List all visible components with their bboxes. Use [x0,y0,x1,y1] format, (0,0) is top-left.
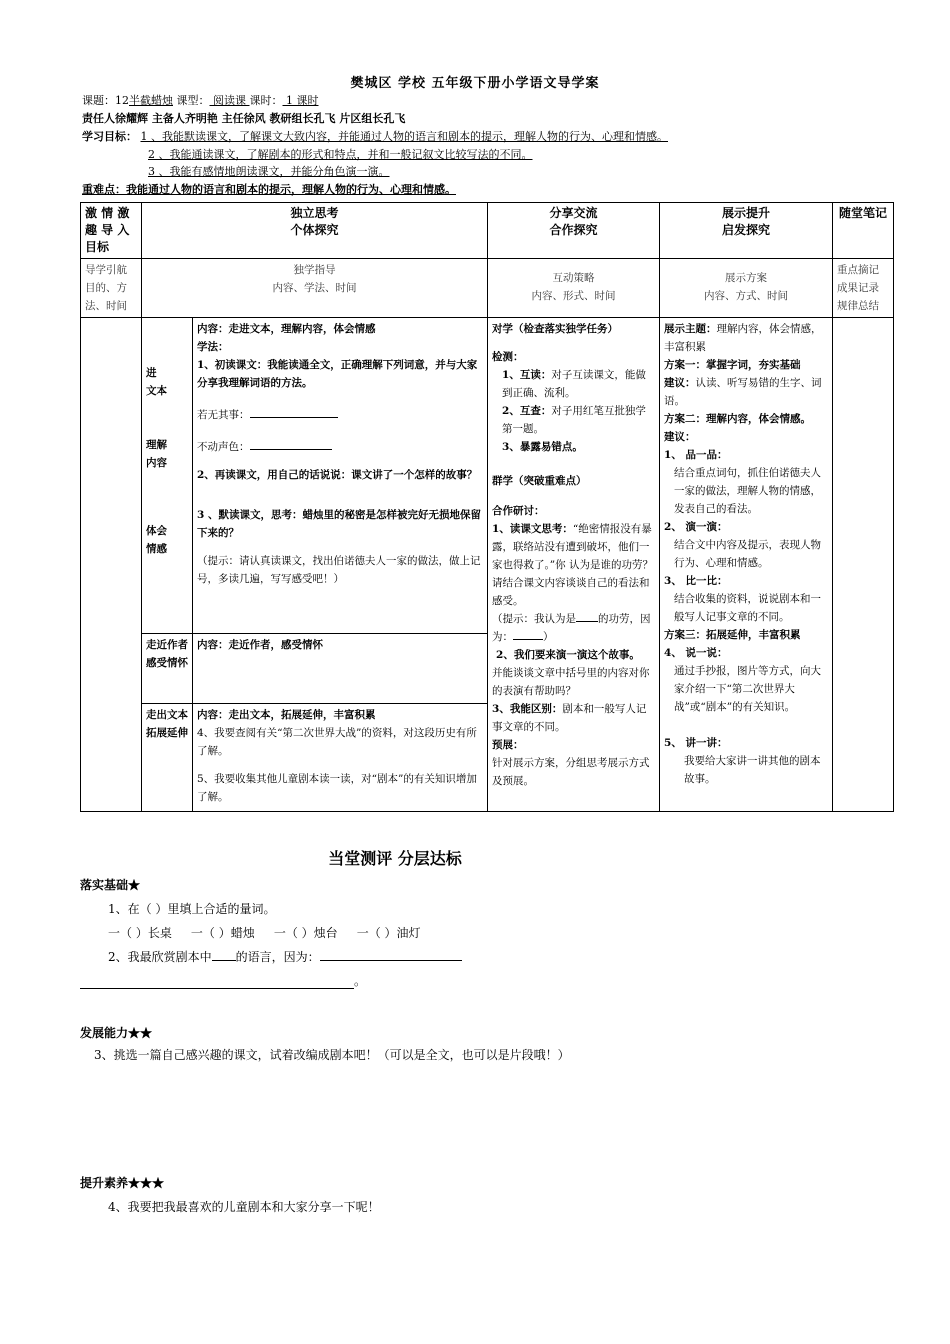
sub-col2 [142,259,488,318]
header-col5: 随堂笔记 [833,203,894,259]
disp-p3-text: 结合收集的资料，说说剧本和一般写人记事文章的不同。 [674,593,822,623]
side-b2: 内容 [146,457,167,469]
coop-g1-label: 1、读课文思考： [492,523,573,535]
ind-step2: 2、再读课文，用自己的话说说：课文讲了一个怎样的故事？ [197,469,478,481]
question-2-continued [80,972,366,989]
coop-g3-label: 3、我能区别： [492,703,563,715]
disp-p4-text: 通过手抄报，图片等方式，向大家介绍一下“第二次世界大战”或“剧本”的有关知识。 [674,665,822,713]
sub-col2-line2: 内容、学法、时间 [272,282,357,294]
hours-prefix: 课时： [249,94,283,107]
header-col3-line1: 分享交流 [549,206,598,220]
q2-part-a: 2、我最欣赏剧本中 [108,950,212,964]
disp-suggest2: 建议： [664,431,696,443]
measure-item[interactable]: 一（ ）油灯 [356,926,421,940]
disp-p1-title: 1、 品一品： [664,449,728,461]
header-col2 [142,203,488,259]
q2-part-b: 的语言，因为： [235,950,320,964]
disp-p4-title: 4、 说一说： [664,647,728,659]
coop-g1-hint-a: （提示：我认为是 [492,613,577,625]
word2-blank[interactable] [250,449,332,450]
disp-plan1: 方案一：掌握字词，夯实基础 [664,359,801,371]
side-a2: 文本 [146,385,167,397]
disp-p5-title: 5、 讲一讲： [664,737,728,749]
side-label-enter [142,318,193,634]
goal-2: 2 、我能通读课文，了解剧本的形式和特点，并和一般记叙文比较写法的不同。 [148,148,533,161]
coop-g1-hint-b: 的功劳，因为： [492,613,651,643]
sub-col1: 导学引航目的、方法、时间 [81,259,142,318]
question-1-items [108,924,421,941]
level-improve: 提升素养★★★ [80,1176,165,1190]
empty-col1 [81,318,142,812]
q2-blank-1[interactable] [212,960,236,961]
header-col4-line2: 启发探究 [722,223,771,237]
table-header-row [81,203,894,259]
disp-topic-label: 展示主题： [664,323,717,335]
header-col2-line2: 个体探究 [290,223,339,237]
question-3: 3、挑选一篇自己感兴趣的课文，试着改编成剧本吧！（可以是全文，也可以是片段哦！） [94,1048,570,1062]
coop-c1-label: 1、互读： [502,369,552,381]
focus-line: 重难点：我能通过人物的语言和剧本的提示，理解人物的行为、心理和情感。 [82,183,456,196]
header-col1: 激 情 激 趣 导 入 目标 [81,203,142,259]
ind-content2: 内容：走近作者，感受情怀 [197,639,323,651]
type-prefix: 课型： [176,94,210,107]
coop-c2-label: 2、互查： [502,405,552,417]
side-c2: 情感 [146,543,167,555]
level-basic: 落实基础★ [80,878,141,892]
goals-label: 学习目标： [82,130,137,143]
goal-3: 3 、我能有感情地朗读课文，并能分角色演一演。 [148,165,390,178]
question-2 [108,948,462,965]
ind-step5: 5、我要收集其他儿童剧本读一读，对“剧本”的有关知识增加了解。 [197,773,477,803]
disp-suggest1-label: 建议： [664,377,696,389]
coop-c2-text: 对子用红笔互批独学第一题。 [502,405,646,435]
hours-value: 1 课时 [282,94,319,107]
staff-line: 责任人徐耀辉 主备人齐明艳 主任徐风 教研组长孔飞 片区组长孔飞 [82,112,406,125]
cooperative-cell [488,318,660,812]
hint-blank-1[interactable] [576,621,598,622]
side-label-extend: 走出文本拓展延伸 [142,704,193,812]
side-a1: 进 [146,367,157,379]
sub-col3-line2: 内容、形式、时间 [531,290,616,302]
measure-item[interactable]: 一（ ）烛台 [273,926,338,940]
disp-topic-text: 理解内容，体会情感，丰富积累 [664,323,822,353]
ind-method: 学法： [197,341,229,353]
ind-hint: （提示：请认真读课文，找出伯诺德夫人一家的做法，做上记号，多读几遍，写写感受吧！） [197,555,481,585]
word1-blank[interactable] [250,417,338,418]
independent-cell-3 [193,704,488,812]
ind-content1: 内容：走进文本，理解内容，体会情感 [197,323,376,335]
disp-p1-text: 结合重点词句，抓住伯诺德夫人一家的做法，理解人物的情感，发表自己的看法。 [674,467,822,515]
coop-check: 检测： [492,351,524,363]
disp-plan3: 方案三：拓展延伸，丰富积累 [664,629,801,641]
page-title: 樊城区 学校 五年级下册小学语文导学案 [350,76,600,91]
measure-item[interactable]: 一（ ）蜡烛 [190,926,255,940]
side-label-author: 走近作者感受情怀 [142,634,193,704]
coop-g2-label: 2、我们要来演一演这个故事。 [496,649,640,661]
test-heading: 当堂测评 分层达标 [328,849,462,868]
independent-cell-1 [193,318,488,634]
ind-content3: 内容：走出文本，拓展延伸，丰富积累 [197,709,376,721]
lesson-name: 半截蜡烛 [129,94,173,107]
side-c1: 体会 [146,525,167,537]
coop-g1-text: “绝密情报没有暴露，联络站没有遭到破坏，他们一家也得救了。”你 认为是谁的功劳？请结合课文内容谈谈自己的看法和感受。 [492,523,653,607]
coop-group-title: 群学（突破重难点） [492,475,587,487]
type-value: 阅读课 [209,94,250,107]
sub-col4-line2: 内容、方式、时间 [704,290,789,302]
disp-suggest1-text: 认读、听写易错的生字、词语。 [664,377,822,407]
q2-end: 。 [354,974,367,988]
disp-p5-text: 我要给大家讲一讲其他的剧本故事。 [684,755,821,785]
hint-blank-2[interactable] [513,639,543,640]
ind-word2: 不动声色： [197,441,250,453]
coop-c1-text: 对子互读课文，能做到正确、流利。 [502,369,646,399]
q2-blank-2[interactable] [320,960,462,961]
header-col4 [660,203,833,259]
disp-p2-text: 结合文中内容及提示，表现人物行为、心理和情感。 [674,539,822,569]
coop-g1-hint-c: ） [543,631,554,643]
disp-p3-title: 3、 比一比： [664,575,728,587]
question-1: 1、在（ ）里填上合适的量词。 [108,902,276,916]
q2-blank-3[interactable] [80,974,354,989]
coop-study: 合作研讨： [492,505,545,517]
sub-col4-line1: 展示方案 [725,272,768,284]
study-table [80,202,894,812]
disp-plan2: 方案二：理解内容，体会情感。 [664,413,812,425]
question-4: 4、我要把我最喜欢的儿童剧本和大家分享一下呢！ [108,1200,380,1214]
coop-pair-title: 对学（检查落实独学任务） [492,323,619,335]
notes-cell [833,318,894,812]
ind-step1: 1、初读课文：我能读通全文，正确理解下列词意，并与大家分享我理解词语的方法。 [197,359,478,389]
measure-item[interactable]: 一（ ）长桌 [108,926,172,940]
header-col3 [488,203,660,259]
table-subheader-row [81,259,894,318]
sub-col4 [660,259,833,318]
coop-c3: 3、暴露易错点。 [502,441,583,453]
coop-prep-text: 针对展示方案，分组思考展示方式及预展。 [492,757,650,787]
sub-col5: 重点摘记成果记录规律总结 [833,259,894,318]
header-col2-line1: 独立思考 [290,206,339,220]
lesson-prefix: 课题：12 [82,94,129,107]
header-col3-line2: 合作探究 [549,223,598,237]
ind-step4: 4、我要查阅有关“第二次世界大战”的资料，对这段历史有所了解。 [197,727,477,757]
coop-prep-label: 预展： [492,739,524,751]
lesson-info [82,92,319,108]
disp-p2-title: 2、 演一演： [664,521,728,533]
sub-col2-line1: 独学指导 [293,264,336,276]
display-cell [660,318,833,812]
side-b1: 理解 [146,439,167,451]
level-develop: 发展能力★★ [80,1026,153,1040]
ind-word1: 若无其事： [197,409,250,421]
independent-cell-2 [193,634,488,704]
header-col4-line1: 展示提升 [722,206,771,220]
goal-1: 1 、我能默读课文，了解课文大致内容，并能通过人物的语言和剧本的提示，理解人物的行为、心理和情感。 [140,130,668,143]
coop-g3-text: 剧本和一般写人记事文章的不同。 [492,703,647,733]
sub-col3 [488,259,660,318]
ind-step3: 3 、默读课文，思考：蜡烛里的秘密是怎样被完好无损地保留下来的？ [197,509,481,539]
table-row [81,318,894,634]
coop-g2-text: 并能谈谈文章中括号里的内容对你的表演有帮助吗？ [492,667,650,697]
sub-col3-line1: 互动策略 [552,272,595,284]
